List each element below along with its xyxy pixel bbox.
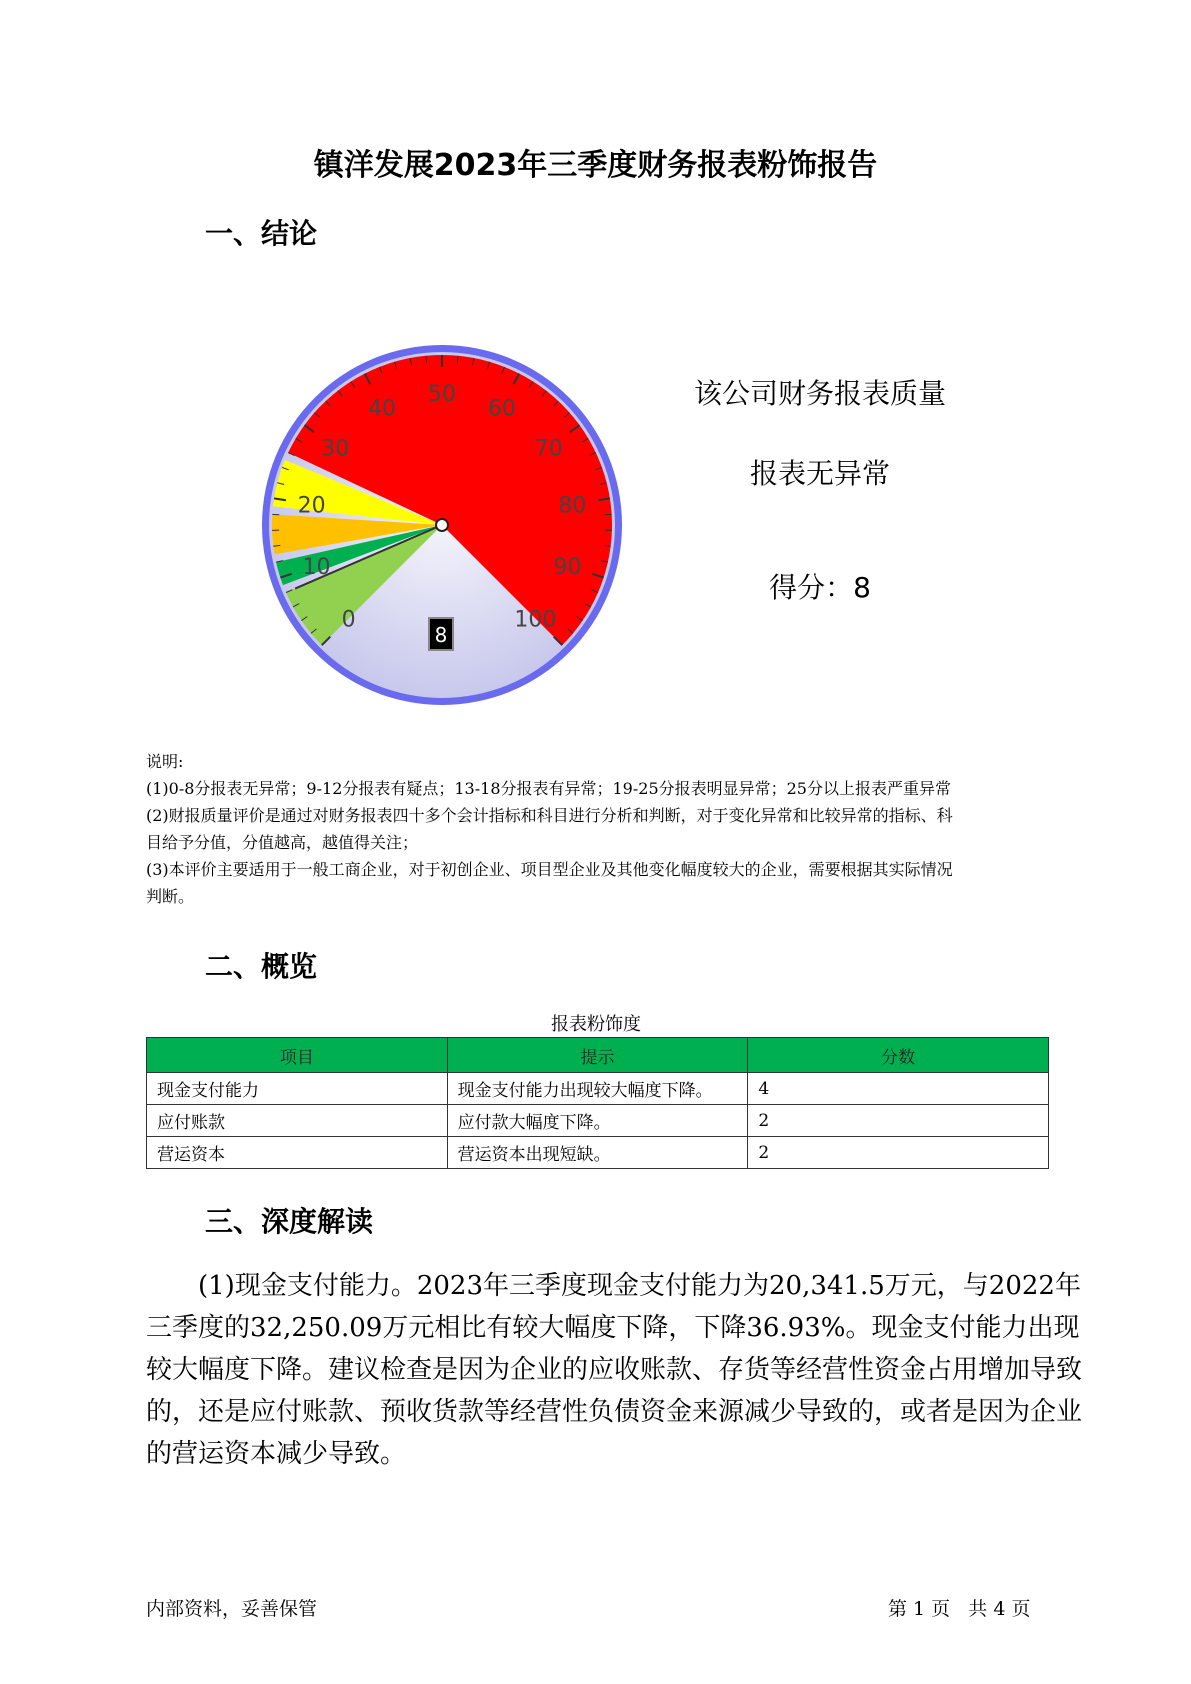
cell-item: 应付账款 bbox=[147, 1105, 448, 1137]
section-heading-conclusion: 一、结论 bbox=[205, 217, 318, 250]
gauge-tick bbox=[457, 356, 458, 363]
gauge-tick-label: 60 bbox=[487, 396, 516, 422]
note-2-line2: 目给予分值，分值越高，越值得关注； bbox=[146, 833, 419, 852]
table-row bbox=[147, 1105, 1049, 1137]
note-3-line2: 判断。 bbox=[146, 887, 195, 906]
cell-item: 营运资本 bbox=[147, 1137, 448, 1169]
column-header-hint: 提示 bbox=[447, 1038, 748, 1073]
cell-score: 4 bbox=[748, 1073, 1049, 1105]
table-header-row bbox=[147, 1038, 1049, 1073]
column-header-score: 分数 bbox=[748, 1038, 1049, 1073]
table-caption: 报表粉饰度 bbox=[551, 1014, 641, 1035]
quality-label: 该公司财务报表质量 bbox=[693, 377, 946, 410]
gauge-tick-label: 30 bbox=[321, 436, 350, 462]
footer-confidential: 内部资料，妥善保管 bbox=[146, 1598, 318, 1620]
gauge-tick-label: 70 bbox=[534, 436, 563, 462]
score-gauge bbox=[252, 335, 632, 715]
gauge-tick-label: 0 bbox=[341, 607, 356, 633]
notes-header: 说明: bbox=[146, 752, 184, 771]
cell-score: 2 bbox=[748, 1137, 1049, 1169]
cell-score: 2 bbox=[748, 1105, 1049, 1137]
quality-result: 报表无异常 bbox=[749, 457, 890, 490]
gauge-tick-label: 80 bbox=[558, 493, 587, 519]
note-1: (1)0-8分报表无异常；9-12分报表有疑点；13-18分报表有异常；19-25分报表明显异常；25分以上报表严重异常 bbox=[146, 779, 951, 798]
analysis-paragraph bbox=[146, 1265, 1084, 1475]
analysis-text-1: (1)现金支付能力。2023年三季度现金支付能力为20,341.5万元，与2022年三季度的32,250.09万元相比有较大幅度下降，下降36.93%。现金支付能力出现较大幅度下降。建议检查是因为企业的应收账款、存货等经营性资金占用增加导致的，还是应付账款、预收货款等经营性负债资金来源减少导致的，或者是因为企业的营运资本减少导致。 bbox=[146, 1271, 1083, 1469]
section-heading-analysis: 三、深度解读 bbox=[205, 1205, 374, 1238]
gauge-tick bbox=[426, 356, 427, 363]
gauge-tick-label: 90 bbox=[553, 554, 582, 580]
cell-hint: 现金支付能力出现较大幅度下降。 bbox=[447, 1073, 748, 1105]
cell-hint: 营运资本出现短缺。 bbox=[447, 1137, 748, 1169]
cell-hint: 应付款大幅度下降。 bbox=[447, 1105, 748, 1137]
gauge-value-label: 8 bbox=[434, 623, 448, 647]
column-header-item: 项目 bbox=[147, 1038, 448, 1073]
table-row bbox=[147, 1137, 1049, 1169]
note-2-line1: (2)财报质量评价是通过对财务报表四十多个会计指标和科目进行分析和判断，对于变化异常和比较异常的指标、科 bbox=[146, 806, 953, 825]
page-title: 镇洋发展2023年三季度财务报表粉饰报告 bbox=[313, 148, 878, 183]
gauge-tick-label: 40 bbox=[368, 396, 397, 422]
section-heading-overview: 二、概览 bbox=[205, 950, 318, 983]
gauge-tick-label: 20 bbox=[297, 493, 326, 519]
table-row bbox=[147, 1073, 1049, 1105]
overview-table bbox=[146, 1037, 1049, 1169]
gauge-tick-label: 100 bbox=[514, 607, 557, 633]
gauge-tick-label: 50 bbox=[428, 382, 456, 407]
score-text: 得分：8 bbox=[769, 571, 871, 604]
gauge-hub bbox=[436, 519, 448, 531]
cell-item: 现金支付能力 bbox=[147, 1073, 448, 1105]
note-3-line1: (3)本评价主要适用于一般工商企业，对于初创企业、项目型企业及其他变化幅度较大的企业，需要根据其实际情况 bbox=[146, 860, 953, 879]
gauge-tick-label: 10 bbox=[302, 554, 331, 580]
notes-block bbox=[146, 748, 1046, 910]
footer-page-number: 第 1 页 共 4 页 bbox=[888, 1598, 1031, 1620]
